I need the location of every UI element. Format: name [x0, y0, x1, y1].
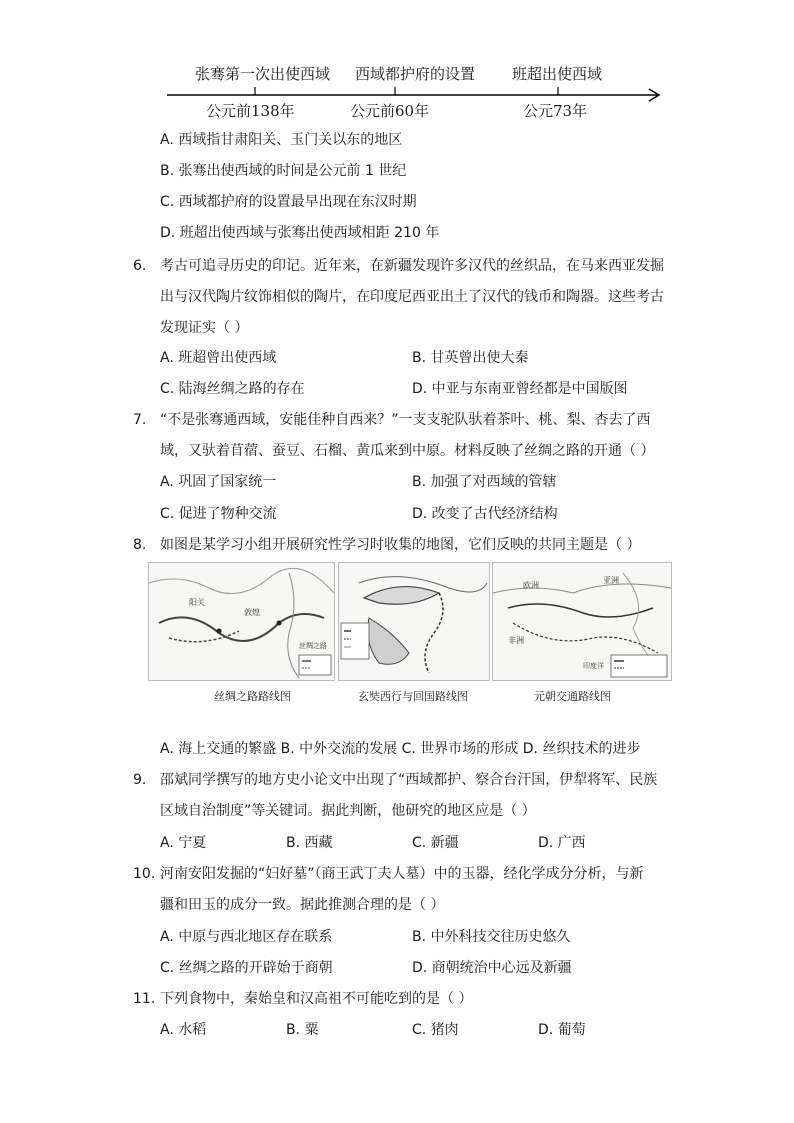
q11-number: 11.: [133, 991, 156, 1007]
yuan-transport-map: [492, 562, 672, 681]
q9-number: 9.: [133, 772, 147, 788]
q5-option-c: C. 西域都护府的设置最早出现在东汉时期: [160, 194, 417, 210]
q5-option-d: D. 班超出使西域与张骞出使西域相距 210 年: [160, 225, 440, 241]
timeline-event-zhangqian: 张骞第一次出使西域: [195, 65, 331, 83]
xuanzang-route-map: [338, 562, 490, 681]
q6-option-a: A. 班超曾出使西域: [160, 350, 277, 366]
q10-option-d: D. 商朝统治中心远及新疆: [412, 960, 572, 976]
yuan-map-label-africa: 非洲: [508, 636, 524, 645]
q10-number: 10.: [133, 866, 156, 882]
xuanzang-map-caption: 玄奘西行与回国路线图: [358, 690, 468, 703]
q7-option-d: D. 改变了古代经济结构: [412, 506, 558, 522]
q9-option-c: C. 新疆: [412, 835, 459, 851]
q6-number: 6.: [133, 258, 147, 274]
q7-number: 7.: [133, 412, 147, 428]
q6-option-c: C. 陆海丝绸之路的存在: [160, 381, 305, 397]
silk-road-map-caption: 丝绸之路路线图: [214, 690, 291, 703]
q9-option-b: B. 西藏: [286, 835, 333, 851]
q11-option-b: B. 粟: [286, 1022, 319, 1038]
xuanzang-route-map-graphic: [339, 563, 489, 680]
q7-option-c: C. 促进了物种交流: [160, 506, 277, 522]
q9-stem-line-2: 区域自治制度”等关键词。据此判断，他研究的地区应是（ ）: [160, 803, 536, 819]
q11-option-d: D. 葡萄: [538, 1022, 586, 1038]
yuan-map-caption: 元朝交通路线图: [534, 690, 611, 703]
q6-option-d: D. 中亚与东南亚曾经都是中国版图: [412, 381, 628, 397]
yuan-transport-map-graphic: [493, 563, 671, 680]
silk-road-map: [148, 562, 335, 681]
q9-option-d: D. 广西: [538, 835, 586, 851]
q11-option-a: A. 水稻: [160, 1022, 207, 1038]
timeline-event-banchao: 班超出使西域: [512, 65, 603, 83]
q6-stem-line-2: 出与汉代陶片纹饰相似的陶片，在印度尼西亚出土了汉代的钱币和陶器。这些考古: [160, 289, 664, 305]
q9-stem-line-1: 邵斌同学撰写的地方史小论文中出现了“西域都护、察合台汗国，伊犁将军、民族: [160, 772, 658, 788]
q8-options: A. 海上交通的繁盛 B. 中外交流的发展 C. 世界市场的形成 D. 丝织技术的进步: [160, 741, 641, 757]
q9-option-a: A. 宁夏: [160, 835, 207, 851]
q11-stem-line-1: 下列食物中，秦始皇和汉高祖不可能吃到的是（ ）: [160, 991, 473, 1007]
q6-stem-line-1: 考古可追寻历史的印记。近年来，在新疆发现许多汉代的丝织品，在马来西亚发掘: [160, 258, 664, 274]
q7-stem-line-2: 域，又驮着苜蓿、蚕豆、石榴、黄瓜来到中原。材料反映了丝绸之路的开通（ ）: [160, 443, 655, 459]
q7-option-a: A. 巩固了国家统一: [160, 474, 277, 490]
yuan-map-label-europe: 欧洲: [523, 581, 539, 590]
q11-option-c: C. 猪肉: [412, 1022, 459, 1038]
q7-option-b: B. 加强了对西域的管辖: [412, 474, 557, 490]
q10-option-a: A. 中原与西北地区存在联系: [160, 929, 333, 945]
timeline-date-1: 公元前138年: [206, 102, 295, 120]
silk-road-map-graphic: [149, 563, 334, 680]
silk-road-map-label-1: 阳关: [189, 598, 205, 607]
q6-option-b: B. 甘英曾出使大秦: [412, 350, 529, 366]
timeline-date-3: 公元73年: [523, 102, 588, 120]
timeline-event-duhufu: 西域都护府的设置: [355, 65, 476, 83]
q8-stem-line-1: 如图是某学习小组开展研究性学习时收集的地图，它们反映的共同主题是（ ）: [160, 537, 641, 553]
q10-stem-line-1: 河南安阳发掘的“妇好墓”（商王武丁夫人墓）中的玉器，经化学成分分析，与新: [160, 866, 644, 882]
q10-stem-line-2: 疆和田玉的成分一致。据此推测合理的是（ ）: [160, 897, 445, 913]
yuan-map-label-asia: 亚洲: [603, 576, 619, 585]
q7-stem-line-1: “不是张骞通西域，安能佳种自西来？”一支支驼队驮着茶叶、桃、梨、杏去了西: [160, 412, 651, 428]
timeline-date-2: 公元前60年: [350, 102, 430, 120]
q6-stem-line-3: 发现证实（ ）: [160, 320, 249, 336]
q5-option-b: B. 张骞出使西域的时间是公元前 1 世纪: [160, 163, 407, 179]
silk-road-map-label-2: 敦煌: [244, 608, 260, 617]
yuan-map-label-indian-ocean: 印度洋: [583, 662, 604, 670]
q10-option-c: C. 丝绸之路的开辟始于商朝: [160, 960, 333, 976]
q5-option-a: A. 西域指甘肃阳关、玉门关以东的地区: [160, 132, 403, 148]
q8-number: 8.: [133, 537, 147, 553]
q10-option-b: B. 中外科技交往历史悠久: [412, 929, 571, 945]
silk-road-map-legend-label: 丝绸之路: [299, 642, 327, 650]
